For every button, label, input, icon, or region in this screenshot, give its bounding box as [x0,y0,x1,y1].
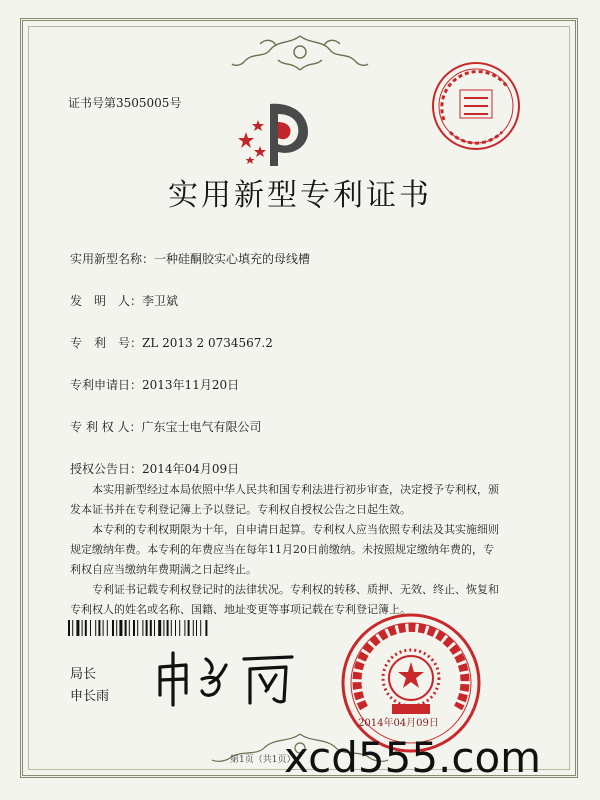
top-ornament [230,30,370,74]
application-date-row [70,376,239,393]
corner-stamp [430,60,522,152]
utility-name-value: 一种硅酮胶实心填充的母线槽 [154,252,311,266]
director-title: 局长 [70,667,97,682]
utility-name-row [70,250,310,267]
announcement-date-value: 2014年04月09日 [142,462,240,476]
patentee-label: 专 利 权 人： [70,420,142,434]
director-block [70,664,109,708]
seal-date: 2014年04月09日 [358,718,439,729]
body-paragraph: 本实用新型经过本局依照中华人民共和国专利法进行初步审查，决定授予专利权，颁发本证书并在专利登记簿上予以登记。专利权自授权公告之日起生效。 [70,483,499,516]
announcement-date-label: 授权公告日： [70,462,143,476]
director-name: 申长雨 [70,689,110,704]
application-date-value: 2013年11月20日 [142,378,240,392]
body-paragraph: 专利证书记载专利权登记时的法律状况。专利权的转移、质押、无效、终止、恢复和专利权人的姓名或名称、国籍、地址变更等事项记载在专利登记簿上。 [70,583,499,616]
certificate-body [70,480,500,620]
patentee-row [70,418,261,435]
patent-no-row [70,334,273,351]
certificate-number: 证书号第3505005号 [68,96,182,110]
patent-no-value: ZL 2013 2 0734567.2 [142,336,273,350]
utility-name-label: 实用新型名称： [70,252,155,266]
inventor-value: 李卫斌 [142,294,179,308]
barcode [68,620,276,636]
body-paragraph: 本专利的专利权期限为十年，自申请日起算。专利权人应当依照专利法及其实施细则规定缴纳年费。本专利的年费应当在每年11月20日前缴纳。未按照规定缴纳年费的，专利权自应当缴纳年费期满之日起终止。 [70,523,499,576]
inventor-label: 发 明 人： [70,294,143,308]
director-signature [152,645,302,707]
patentee-value: 广东宝士电气有限公司 [141,420,262,434]
announcement-date-row [70,460,239,477]
page-number: 第1页（共1页） [230,755,296,765]
watermark-text: xcd555.com [284,733,542,782]
application-date-label: 专利申请日： [70,378,143,392]
patent-no-label: 专 利 号： [70,336,143,350]
inventor-row [70,292,178,309]
certificate-title: 实用新型专利证书 [168,178,432,213]
patent-office-logo-icon [236,94,316,174]
